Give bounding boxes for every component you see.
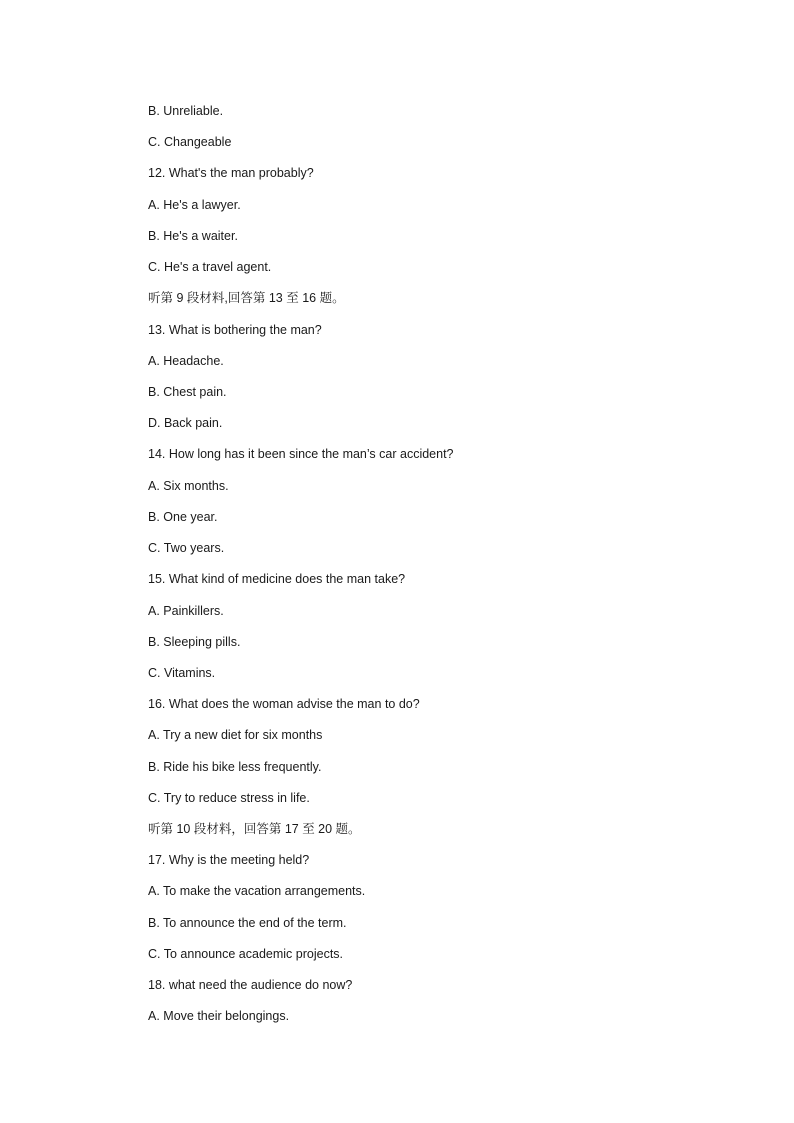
option-b-q15: B. Sleeping pills.	[148, 634, 241, 649]
question-16: 16. What does the woman advise the man to do?	[148, 697, 420, 712]
option-c-q16: C. Try to reduce stress in life.	[148, 790, 310, 805]
option-a-q12: A. He's a lawyer.	[148, 197, 241, 212]
option-c-q11: C. Changeable	[148, 135, 232, 150]
option-a-q13: A. Headache.	[148, 353, 224, 368]
option-a-q14: A. Six months.	[148, 478, 229, 493]
option-a-q18: A. Move their belongings.	[148, 1009, 290, 1024]
option-d-q13: D. Back pain.	[148, 416, 223, 431]
section-instruction-9: 听第 9 段材料,回答第 13 至 16 题。	[148, 291, 345, 306]
option-b-q14: B. One year.	[148, 509, 218, 524]
option-b-q17: B. To announce the end of the term.	[148, 915, 347, 930]
question-list	[148, 101, 708, 1038]
option-c-q15: C. Vitamins.	[148, 665, 216, 680]
option-c-q17: C. To announce academic projects.	[148, 946, 344, 961]
option-b-q13: B. Chest pain.	[148, 384, 227, 399]
option-a-q15: A. Painkillers.	[148, 603, 224, 618]
question-15: 15. What kind of medicine does the man take?	[148, 572, 406, 587]
section-instruction-10: 听第 10 段材料，回答第 17 至 20 题。	[148, 822, 361, 837]
option-b-q12: B. He's a waiter.	[148, 228, 238, 243]
question-18: 18. what need the audience do now?	[148, 978, 353, 993]
option-a-q17: A. To make the vacation arrangements.	[148, 884, 366, 899]
option-a-q16: A. Try a new diet for six months	[148, 728, 323, 743]
question-12: 12. What's the man probably?	[148, 166, 314, 181]
question-13: 13. What is bothering the man?	[148, 322, 322, 337]
option-c-q12: C. He's a travel agent.	[148, 260, 272, 275]
question-17: 17. Why is the meeting held?	[148, 853, 310, 868]
option-c-q14: C. Two years.	[148, 541, 225, 556]
option-b-q11: B. Unreliable.	[148, 104, 224, 118]
question-14: 14. How long has it been since the man’s car accident?	[148, 447, 454, 462]
option-b-q16: B. Ride his bike less frequently.	[148, 759, 322, 774]
